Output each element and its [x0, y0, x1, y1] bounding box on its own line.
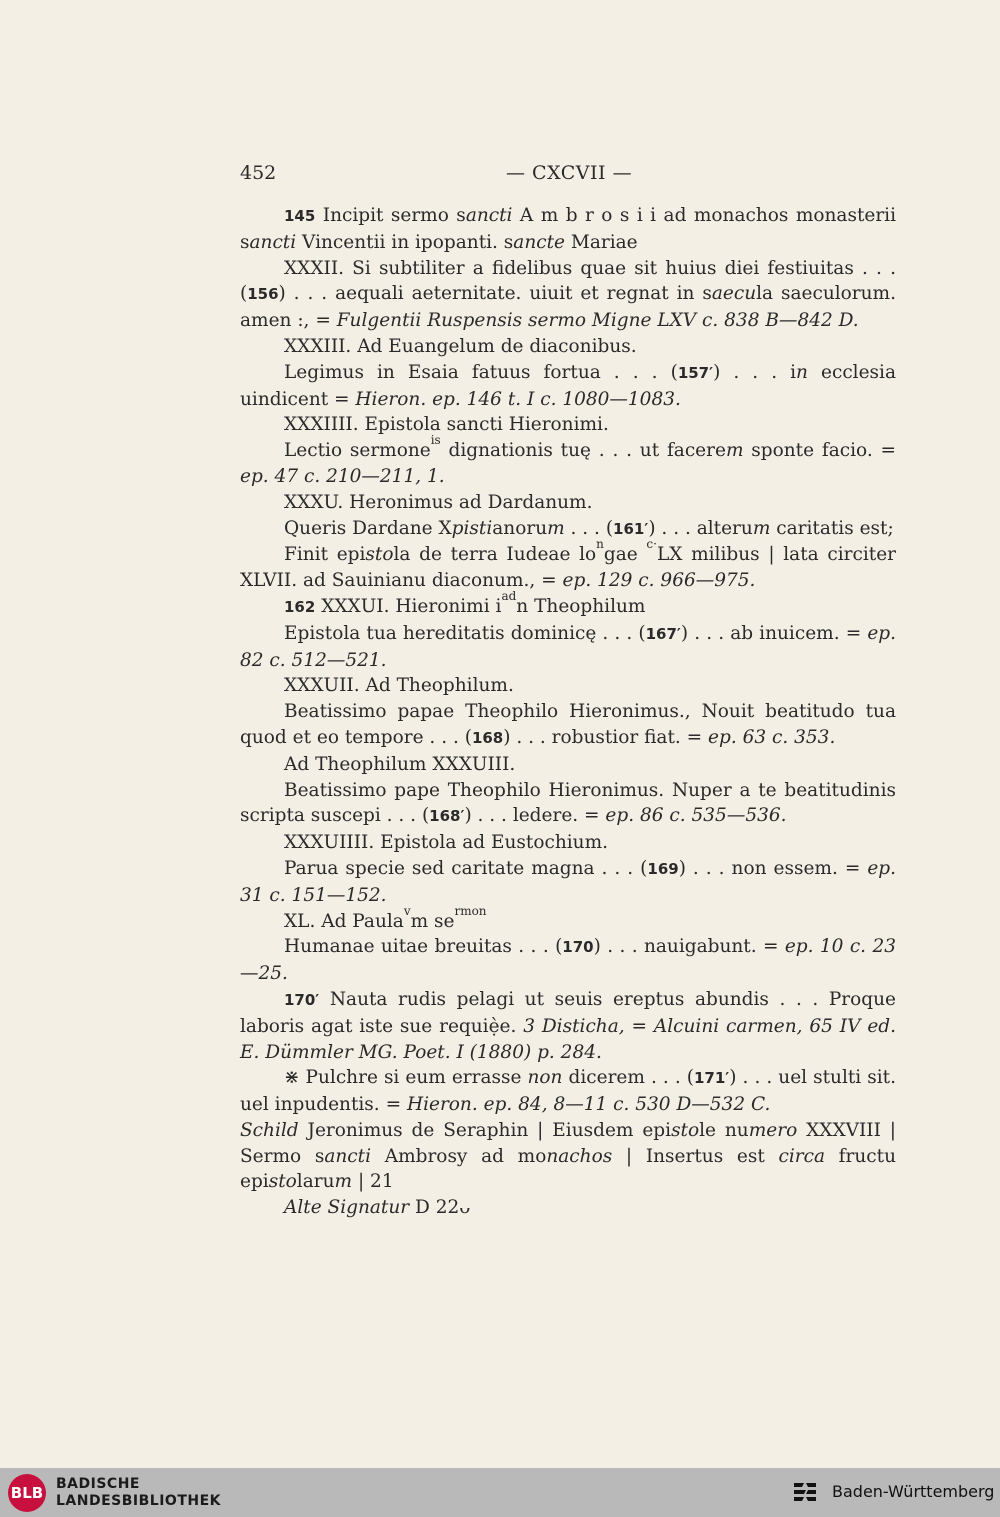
entry-xxxuiii: Beatissimo pape Theophilo Hieronimus. Nuper a te beatitudinis scripta suscepi . . . (168′) . . . ledere. = ep. 86 c. 535—536. — [240, 779, 896, 827]
baden-wuerttemberg-label[interactable]: Baden-Württemberg — [832, 1482, 995, 1501]
entry-schild: Schild Jeronimus de Seraphin | Eiusdem epistole numero XXXVIII | Sermo sancti Ambrosy ad monachos | Insertus est circa fructu epistolarum | 21 — [240, 1119, 897, 1193]
entry-145: 145 Incipit sermo sancti A m b r o s i i ad monachos monasterii sancti Vincentii in ipopanti. sancte Mariae — [240, 205, 897, 253]
catalog-text — [240, 203, 896, 1221]
entry-xxxu-heading: XXXU. Heronimus ad Dardanum. — [284, 491, 593, 513]
entry-xxxuiiii-heading: XXXUIIII. Epistola ad Eustochium. — [284, 832, 609, 854]
page-header — [240, 162, 896, 192]
entry-xxxuiii-heading: Ad Theophilum XXXUIII. — [284, 753, 516, 775]
entry-finit: Finit epistola de terra Iudeae $lo^ngae$ $^{c\cdot}$LX milibus | lata circiter XLVII. ad Sauinianu diaconum., = ep. 129 c. 966—975. — [240, 537, 896, 592]
footer-bar — [0, 1468, 1000, 1517]
blb-logo[interactable]: BLB — [8, 1474, 46, 1512]
library-name-line2: LANDESBIBLIOTHEK — [56, 1493, 222, 1509]
entry-xxxuii: Beatissimo papae Theophilo Hieronimus., Nouit beatitudo tua quod et eo tempore . . . (168) . . . robustior fiat. = ep. 63 c. 353. — [240, 701, 896, 748]
entry-xl-heading: XL. Ad Paula$^v$m $se^{rmon}$ — [284, 903, 487, 932]
lions-crest-icon — [790, 1477, 820, 1507]
entry-xxxuii-heading: XXXUII. Ad Theophilum. — [284, 675, 514, 697]
entry-xxxiii-heading: XXXIII. Ad Euangelum de diaconibus. — [284, 335, 637, 357]
entry-xl: Humanae uitae breuitas . . . (170) . . . nauigabunt. = ep. 10 c. 23—25. — [240, 936, 896, 985]
library-name-line1: BADISCHE — [56, 1476, 140, 1492]
entry-xxxiiii: Lectio sermone$^{is}$ dignationis tuę . . . ut facerem sponte facio. = ep. 47 c. 210—211, 1. — [240, 433, 897, 487]
entry-signatur: Alte Signatur D 22ᴗ — [284, 1197, 471, 1219]
entry-xxxiiii-heading: XXXIIII. Epistola sancti Hieronimi. — [284, 414, 609, 436]
entry-170b: 170′ Nauta rudis pelagi ut seuis ereptus abundis . . . Proque laboris agat iste sue requiẹ̀e. 3 Disticha, = Alcuini carmen, 65 IV ed. E. Dümmler MG. Poet. I (1880) p. 284. — [240, 988, 896, 1063]
entry-162: 162 XXXUI. Hieronimi $i^{ad}n$ Theophilum — [284, 588, 646, 617]
entry-xxxii: XXXII. Si subtiliter a fidelibus quae sit huius diei festiuitas . . . (156) . . . aequali aeternitate. uiuit et regnat in saecula saeculorum. amen :, = Fulgentii Ruspensis sermo Migne LXV c. 838 B—842 D. — [240, 257, 896, 332]
entry-xxxuiiii: Parua specie sed caritate magna . . . (169) . . . non essem. = ep. 31 c. 151—152. — [240, 857, 896, 906]
entry-xxxu: Queris Dardane Xpistianorum . . . (161′) . . . alterum caritatis est; — [284, 517, 894, 539]
page-number: 452 — [240, 162, 277, 184]
entry-xxxiii: Legimus in Esaia fatuus fortua . . . (157′) . . . in ecclesia uindicent = Hieron. ep. 146 t. I c. 1080—1083. — [240, 361, 896, 410]
entry-xxxui: Epistola tua hereditatis dominicę . . . (167′) . . . ab inuicem. = ep. 82 c. 512—521. — [240, 622, 896, 671]
running-title: — CXCVII — — [506, 162, 633, 184]
entry-171: ⋇ Pulchre si eum errasse non dicerem . . . (171′) . . . uel stulti sit. uel inpudentis. = Hieron. ep. 84, 8—11 c. 530 D—532 C. — [240, 1067, 896, 1116]
